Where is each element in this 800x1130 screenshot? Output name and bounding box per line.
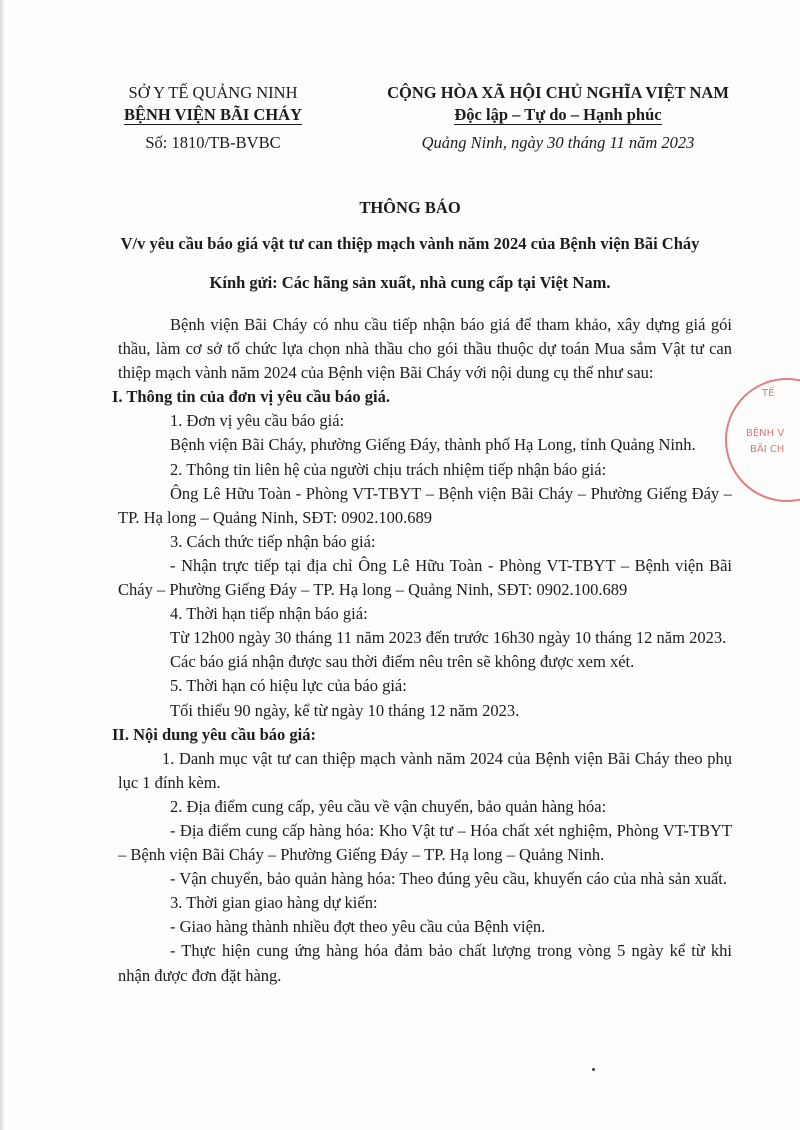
s2-item3: 3. Thời gian giao hàng dự kiến: bbox=[170, 893, 378, 913]
s1-item5-text: Tối thiểu 90 ngày, kể từ ngày 10 tháng 12 năm 2023. bbox=[170, 700, 520, 720]
s1-item1-text: Bệnh viện Bãi Cháy, phường Giếng Đáy, thành phố Hạ Long, tỉnh Quảng Ninh. bbox=[170, 435, 696, 455]
document-subject: V/v yêu cầu báo giá vật tư can thiệp mạch vành năm 2024 của Bệnh viện Bãi Cháy bbox=[120, 234, 700, 253]
stamp-text-2: BỆNH V bbox=[746, 428, 785, 439]
s1-item4: 4. Thời hạn tiếp nhận báo giá: bbox=[170, 604, 368, 624]
intro-paragraph: Bệnh viện Bãi Cháy có nhu cầu tiếp nhận báo giá để tham khảo, xây dựng giá gói thầu, làm cơ sở tổ chức lựa chọn nhà thầu cho gói thầu thuộc dự toán Mua sắm Vật tư can thiệp mạch vành năm 2024 của Bệnh viện Bãi Cháy với nội dung cụ thể như sau: bbox=[118, 315, 732, 383]
agency-name: BỆNH VIỆN BÃI CHÁY bbox=[123, 105, 303, 124]
document-title: THÔNG BÁO bbox=[359, 198, 461, 217]
scan-edge bbox=[0, 0, 5, 1130]
s1-item4-text: Từ 12h00 ngày 30 tháng 11 năm 2023 đến trước 16h30 ngày 10 tháng 12 năm 2023. bbox=[170, 628, 727, 648]
stamp-text-3: BÃI CH bbox=[750, 444, 785, 455]
agency-parent: SỞ Y TẾ QUẢNG NINH bbox=[128, 83, 298, 102]
place-date: Quảng Ninh, ngày 30 tháng 11 năm 2023 bbox=[421, 133, 695, 152]
scan-speck bbox=[592, 1068, 595, 1071]
recipient: Kính gửi: Các hãng sản xuất, nhà cung cấp tại Việt Nam. bbox=[209, 273, 611, 292]
national-header bbox=[360, 82, 756, 154]
s1-item4-note: Các báo giá nhận được sau thời điểm nêu trên sẽ không được xem xét. bbox=[170, 652, 635, 672]
stamp-text-1: TẾ bbox=[762, 388, 775, 399]
s1-item2-text: Ông Lê Hữu Toàn - Phòng VT-TBYT – Bệnh viện Bãi Cháy – Phường Giếng Đáy – TP. Hạ long – Quảng Ninh, SĐT: 0902.100.689 bbox=[118, 483, 732, 527]
section-1-heading: I. Thông tin của đơn vị yêu cầu báo giá. bbox=[112, 387, 390, 407]
national-title: CỘNG HÒA XÃ HỘI CHỦ NGHĨA VIỆT NAM bbox=[387, 83, 729, 102]
national-motto: Độc lập – Tự do – Hạnh phúc bbox=[454, 105, 662, 124]
agency-header bbox=[108, 82, 318, 154]
s2-item2: 2. Địa điểm cung cấp, yêu cầu về vận chuyển, bảo quản hàng hóa: bbox=[170, 796, 607, 816]
s2-item3-a: - Giao hàng thành nhiều đợt theo yêu cầu của Bệnh viện. bbox=[170, 917, 546, 937]
s1-item3: 3. Cách thức tiếp nhận báo giá: bbox=[170, 531, 376, 551]
s1-item3-text: - Nhận trực tiếp tại địa chỉ Ông Lê Hữu Toàn - Phòng VT-TBYT – Bệnh viện Bãi Cháy – Phường Giếng Đáy – TP. Hạ long – Quảng Ninh, SĐT: 0902.100.689 bbox=[118, 555, 732, 600]
section-2-heading: II. Nội dung yêu cầu báo giá: bbox=[112, 724, 317, 744]
s2-item1: 1. Danh mục vật tư can thiệp mạch vành năm 2024 của Bệnh viện Bãi Cháy theo phụ lục 1 đính kèm. bbox=[118, 748, 732, 792]
s2-item2-a: - Địa điểm cung cấp hàng hóa: Kho Vật tư – Hóa chất xét nghiệm, Phòng VT-TBYT – Bệnh viện Bãi Cháy – Phường Giếng Đáy – TP. Hạ long – Quảng Ninh. bbox=[118, 820, 732, 865]
s1-item2: 2. Thông tin liên hệ của người chịu trách nhiệm tiếp nhận báo giá: bbox=[170, 459, 607, 479]
s2-item2-b: - Vận chuyển, bảo quản hàng hóa: Theo đúng yêu cầu, khuyến cáo của nhà sản xuất. bbox=[170, 869, 728, 889]
s1-item1: 1. Đơn vị yêu cầu báo giá: bbox=[170, 411, 345, 431]
s2-item3-b: - Thực hiện cung ứng hàng hóa đảm bảo chất lượng trong vòng 5 ngày kể từ khi nhận được đơn đặt hàng. bbox=[118, 941, 732, 985]
document-body bbox=[112, 313, 732, 988]
document-number: Số: 1810/TB-BVBC bbox=[145, 133, 281, 152]
s1-item5: 5. Thời hạn có hiệu lực của báo giá: bbox=[170, 676, 407, 696]
